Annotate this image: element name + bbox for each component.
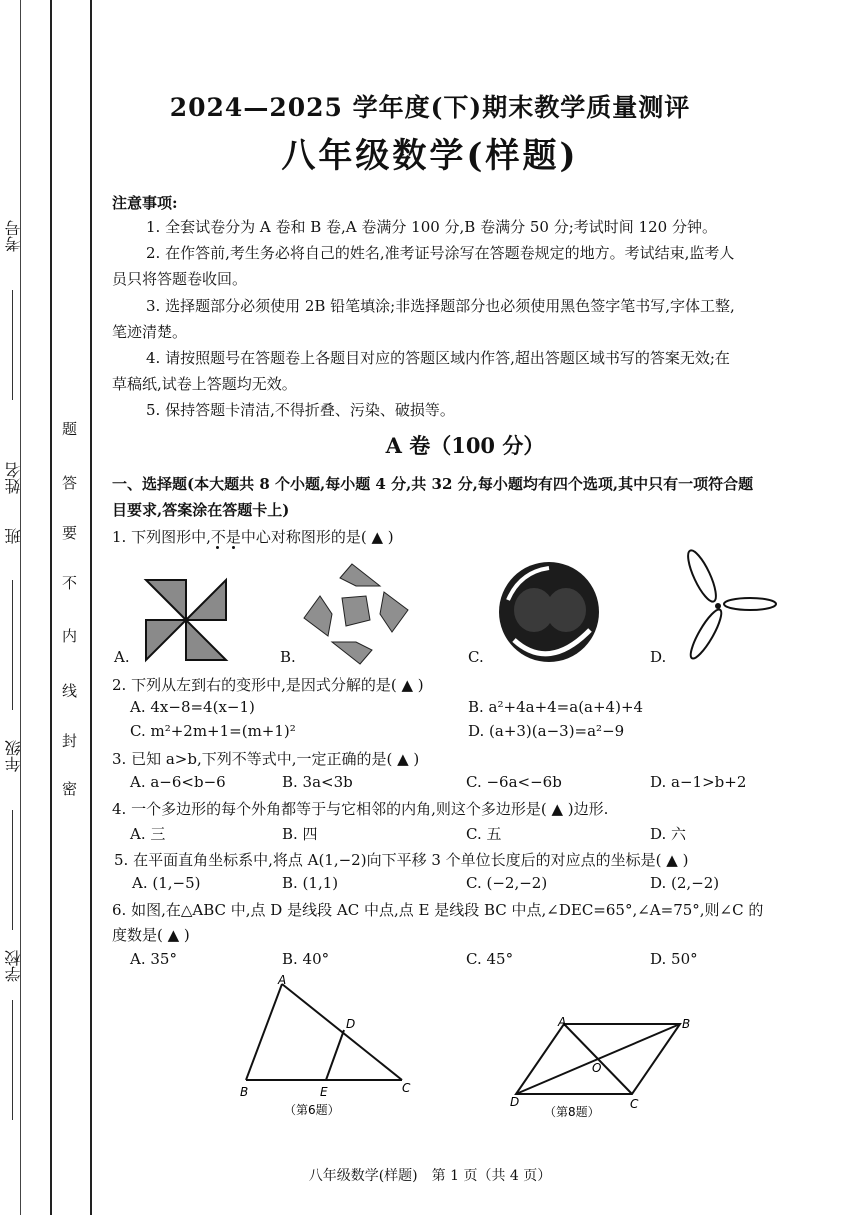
seal-char-2: 封 xyxy=(62,732,78,750)
seal-char-3: 线 xyxy=(62,682,78,700)
emphasis-dot-2 xyxy=(232,546,235,549)
fig6-label-b: B xyxy=(240,1085,249,1099)
q2-option-c: C. m²+2m+1=(m+1)² xyxy=(130,722,296,740)
q5-option-d: D. (2,−2) xyxy=(650,874,720,892)
q4-option-d: D. 六 xyxy=(650,825,687,843)
notice-item-5: 5. 保持答题卡清洁,不得折叠、污染、破损等。 xyxy=(146,401,455,419)
part1-instructions: 一、选择题(本大题共 8 个小题,每小题 4 分,共 32 分,每小题均有四个选项,其中只有一项符合题 xyxy=(112,475,754,493)
seal-char-5: 不 xyxy=(62,574,78,592)
q5-option-a: A. (1,−5) xyxy=(132,874,201,892)
seal-char-6: 要 xyxy=(62,524,78,542)
q1-figure-d-three-petals xyxy=(672,548,784,666)
q5-stem: 5. 在平面直角坐标系中,将点 A(1,−2)向下平移 3 个单位长度后的对应点的坐标是( ▲ ) xyxy=(114,851,689,869)
q6-stem-cont: 度数是( ▲ ) xyxy=(112,926,190,944)
seal-char-7: 答 xyxy=(62,474,78,492)
notice-item-2: 2. 在作答前,考生务必将自己的姓名,准考证号涂写在答题卷规定的地方。考试结束,监考人 xyxy=(146,244,735,262)
q4-option-a: A. 三 xyxy=(130,825,166,843)
class-line xyxy=(12,580,13,710)
fig8-label-o: O xyxy=(592,1061,602,1075)
seal-char-4: 内 xyxy=(62,627,78,645)
section-a-title: A 卷（100 分） xyxy=(385,433,545,458)
fig6-label-e: E xyxy=(320,1085,328,1099)
name-label: 姓名 xyxy=(4,462,23,494)
fig6-label-a: A xyxy=(278,973,287,987)
figure-8-parallelogram xyxy=(506,1014,706,1124)
notice-item-3-cont: 笔迹清楚。 xyxy=(112,323,188,341)
seal-char-1: 密 xyxy=(62,780,78,798)
notice-heading: 注意事项: xyxy=(112,194,178,212)
q3-option-d: D. a−1>b+2 xyxy=(650,773,747,791)
margin-line-outer xyxy=(20,0,21,1215)
exam-title: 2024—2025 学年度(下)期末教学质量测评 xyxy=(169,93,691,122)
q2-stem: 2. 下列从左到右的变形中,是因式分解的是( ▲ ) xyxy=(112,676,424,694)
notice-item-2-cont: 员只将答题卷收回。 xyxy=(112,270,248,288)
grade-label: 年级 xyxy=(4,740,23,772)
fig8-label-a: A xyxy=(558,1015,567,1029)
notice-item-1: 1. 全套试卷分为 A 卷和 B 卷,A 卷满分 100 分,B 卷满分 50 分;考试时间 120 分钟。 xyxy=(146,218,717,236)
fig8-label-b: B xyxy=(682,1017,691,1031)
fig8-label-c: C xyxy=(630,1097,639,1111)
q3-option-c: C. −6a<−6b xyxy=(466,773,562,791)
q4-option-b: B. 四 xyxy=(282,825,318,843)
q2-option-b: B. a²+4a+4=a(a+4)+4 xyxy=(468,698,644,716)
q3-stem: 3. 已知 a>b,下列不等式中,一定正确的是( ▲ ) xyxy=(112,750,420,768)
school-line xyxy=(12,1000,13,1120)
notice-item-4-cont: 草稿纸,试卷上答题均无效。 xyxy=(112,375,297,393)
q2-option-a: A. 4x−8=4(x−1) xyxy=(130,698,255,716)
fig6-label-d: D xyxy=(346,1017,356,1031)
q1-stem: 1. 下列图形中,不是中心对称图形的是( ▲ ) xyxy=(112,528,394,546)
class-label: 班 xyxy=(4,528,23,544)
seal-char-8: 题 xyxy=(62,420,78,438)
fig8-label-d: D xyxy=(510,1095,520,1109)
q1-figure-a-pinwheel xyxy=(138,572,234,668)
fig6-caption: （第6题） xyxy=(284,1103,340,1117)
grade-line xyxy=(12,810,13,930)
exam-no-label: 考号 xyxy=(4,220,23,252)
q5-option-c: C. (−2,−2) xyxy=(466,874,548,892)
notice-item-4: 4. 请按照题号在答题卷上各题目对应的答题区域内作答,超出答题区域书写的答案无效;在 xyxy=(146,349,730,367)
q4-stem: 4. 一个多边形的每个外角都等于与它相邻的内角,则这个多边形是( ▲ )边形. xyxy=(112,800,609,818)
figure-6-triangle xyxy=(232,972,422,1122)
margin-line-left xyxy=(50,0,52,1215)
q1-figure-b-rotated-squares xyxy=(300,562,412,666)
q6-option-c: C. 45° xyxy=(466,950,514,968)
fig8-caption: （第8题） xyxy=(544,1105,600,1119)
q6-option-b: B. 40° xyxy=(282,950,330,968)
q1-label-b: B. xyxy=(280,648,296,666)
q1-label-a: A. xyxy=(114,648,130,666)
q2-option-d: D. (a+3)(a−3)=a²−9 xyxy=(468,722,625,740)
q1-label-c: C. xyxy=(468,648,484,666)
notice-item-3: 3. 选择题部分必须使用 2B 铅笔填涂;非选择题部分也必须使用黑色签字笔书写,字体工整, xyxy=(146,297,735,315)
q1-figure-c-yinyang-circle xyxy=(494,560,604,664)
margin-line-right xyxy=(90,0,92,1215)
fig6-label-c: C xyxy=(402,1081,411,1095)
q6-stem: 6. 如图,在△ABC 中,点 D 是线段 AC 中点,点 E 是线段 BC 中点,∠DEC=65°,∠A=75°,则∠C 的 xyxy=(112,901,764,919)
q6-option-d: D. 50° xyxy=(650,950,698,968)
q3-option-b: B. 3a<3b xyxy=(282,773,353,791)
q3-option-a: A. a−6<b−6 xyxy=(130,773,226,791)
school-label: 学校 xyxy=(4,950,23,982)
q1-label-d: D. xyxy=(650,648,667,666)
q4-option-c: C. 五 xyxy=(466,825,502,843)
exam-subtitle: 八年级数学(样题) xyxy=(281,136,579,176)
q6-option-a: A. 35° xyxy=(130,950,177,968)
exam-no-line xyxy=(12,290,13,400)
q5-option-b: B. (1,1) xyxy=(282,874,339,892)
page-footer: 八年级数学(样题) 第 1 页（共 4 页） xyxy=(308,1168,552,1184)
part1-instructions-cont: 目要求,答案涂在答题卡上) xyxy=(112,501,290,519)
emphasis-dot-1 xyxy=(216,546,219,549)
